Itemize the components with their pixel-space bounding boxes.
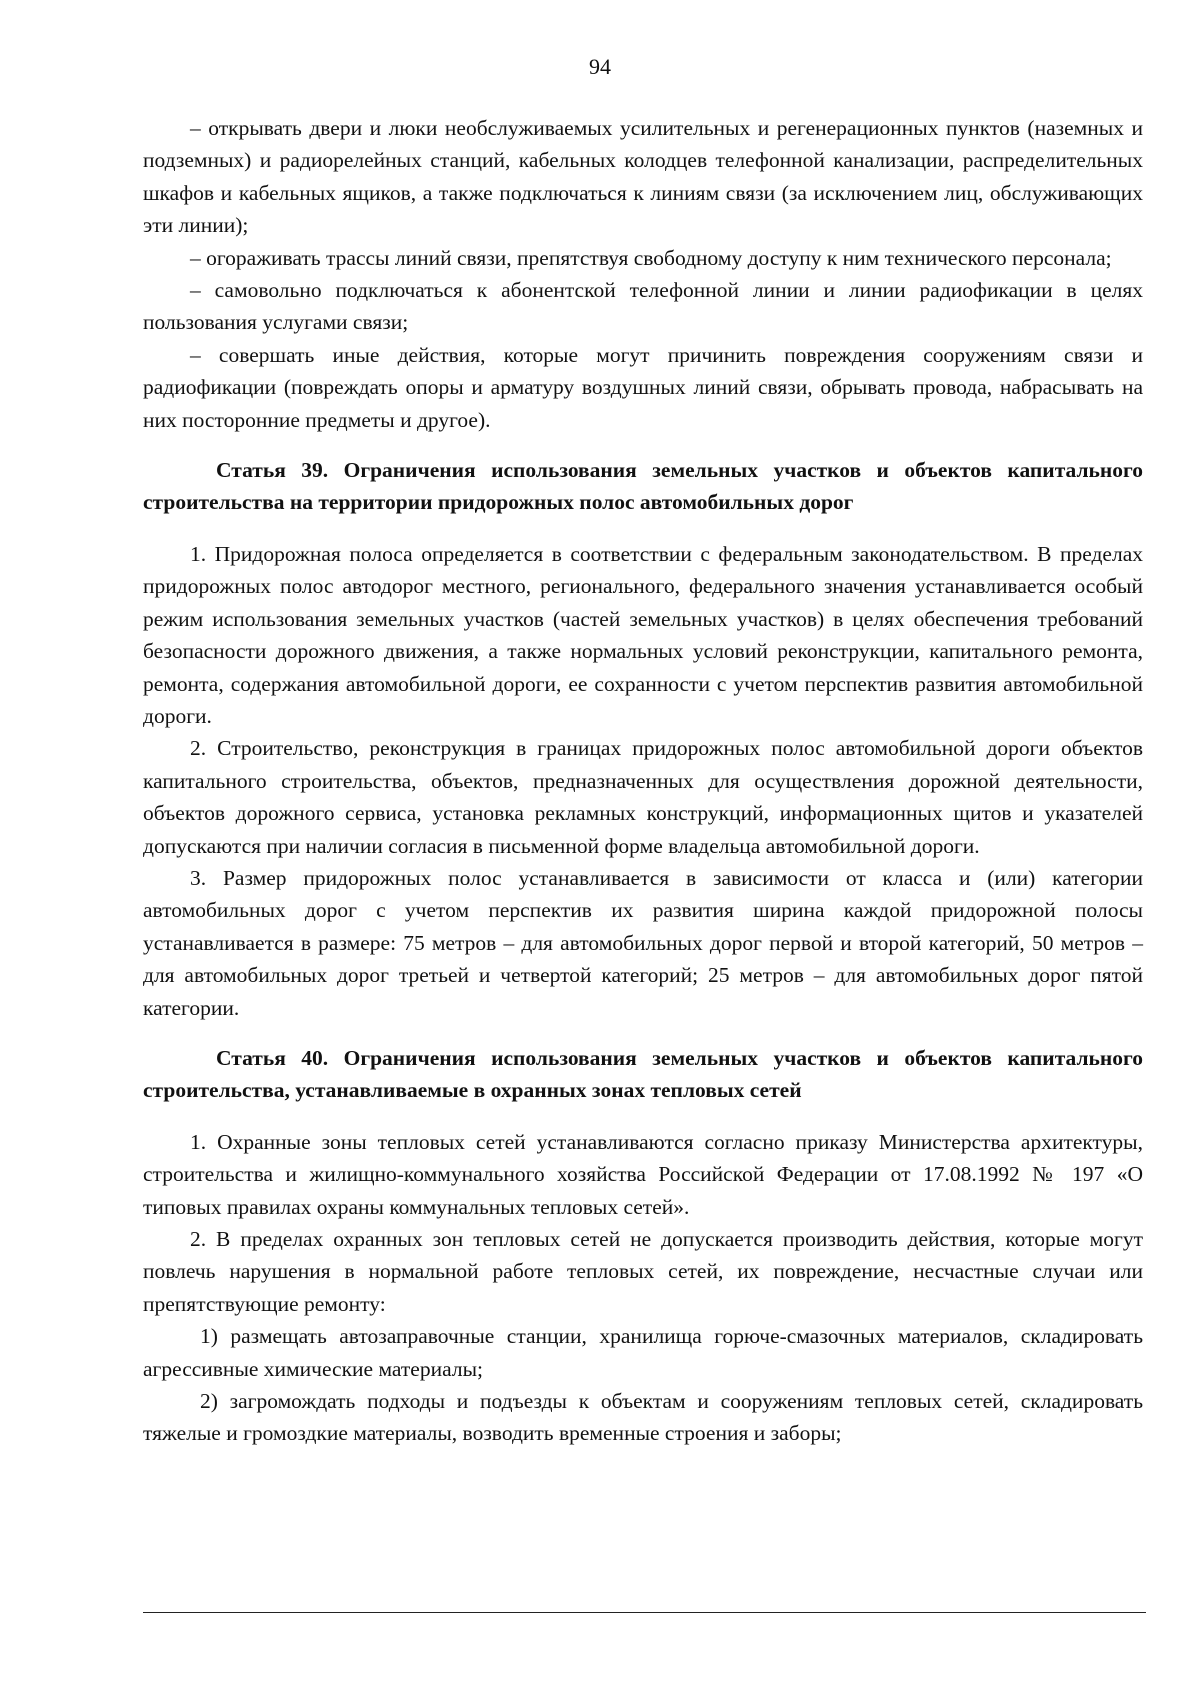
article-39-paragraph-1: 1. Придорожная полоса определяется в соответствии с федеральным законодательством. В пределах придорожных полос автодорог местного, регионального, федерального значения устанавливается особый режим использования земельных участков (частей земельных участков) в целях обеспечения требований безопасности дорожного движения, а также нормальных условий реконструкции, капитального ремонта, ремонта, содержания автомобильной дороги, ее сохранности с учетом перспектив развития автомобильной дороги. [143, 541, 1143, 728]
paragraph-prohibition-connect: – самовольно подключаться к абонентской телефонной линии и линии радиофикации в целях пользования услугами связи; [143, 278, 1143, 335]
article-40-list-item-1: 1) размещать автозаправочные станции, хранилища горюче-смазочных материалов, складировать агрессивные химические материалы; [143, 1324, 1143, 1381]
article-40-heading: Статья 40. Ограничения использования земельных участков и объектов капитального строительства, устанавливаемые в охранных зонах тепловых сетей [143, 1045, 1143, 1103]
article-39-heading: Статья 39. Ограничения использования земельных участков и объектов капитального строительства на территории придорожных полос автомобильных дорог [143, 458, 1143, 515]
paragraph-prohibition-fence: – огораживать трассы линий связи, препятствуя свободному доступу к ним технического персонала; [190, 245, 1112, 270]
paragraph-prohibition-open-doors: – открывать двери и люки необслуживаемых усилительных и регенерационных пунктов (наземных и подземных) и радиорелейных станций, кабельных колодцев телефонной канализации, распределительных шкафов и кабельных ящиков, а также подключаться к линиям связи (за исключением лиц, обслуживающих эти линии); [143, 116, 1143, 238]
document-body [143, 112, 1143, 1450]
page-number: 94 [589, 54, 611, 79]
article-39-paragraph-3: 3. Размер придорожных полос устанавливается в зависимости от класса и (или) категории автомобильных дорог с учетом перспектив их развития ширина каждой придорожной полосы устанавливается в размере: 75 метров – для автомобильных дорог первой и второй категорий, 50 метров – для автомобильных дорог третьей и четвертой категорий; 25 метров – для автомобильных дорог пятой категории. [143, 865, 1143, 1020]
article-39-paragraph-2: 2. Строительство, реконструкция в границах придорожных полос автомобильной дороги объектов капитального строительства, объектов, предназначенных для осуществления дорожной деятельности, объектов дорожного сервиса, установка рекламных конструкций, информационных щитов и указателей допускаются при наличии согласия в письменной форме владельца автомобильной дороги. [143, 736, 1143, 858]
footer-divider [143, 1612, 1146, 1613]
article-40-list-item-2: 2) загромождать подходы и подъезды к объектам и сооружениям тепловых сетей, складировать тяжелые и громоздкие материалы, возводить временные строения и заборы; [143, 1389, 1143, 1446]
article-40-paragraph-1: 1. Охранные зоны тепловых сетей устанавливаются согласно приказу Министерства архитектуры, строительства и жилищно-коммунального хозяйства Российской Федерации от 17.08.1992 № 197 «О типовых правилах охраны коммунальных тепловых сетей». [143, 1129, 1143, 1219]
paragraph-prohibition-other: – совершать иные действия, которые могут причинить повреждения сооружениям связи и радиофикации (повреждать опоры и арматуру воздушных линий связи, обрывать провода, набрасывать на них посторонние предметы и другое). [143, 342, 1143, 432]
article-40-paragraph-2: 2. В пределах охранных зон тепловых сетей не допускается производить действия, которые могут повлечь нарушения в нормальной работе тепловых сетей, их повреждение, несчастные случаи или препятствующие ремонту: [143, 1227, 1143, 1316]
